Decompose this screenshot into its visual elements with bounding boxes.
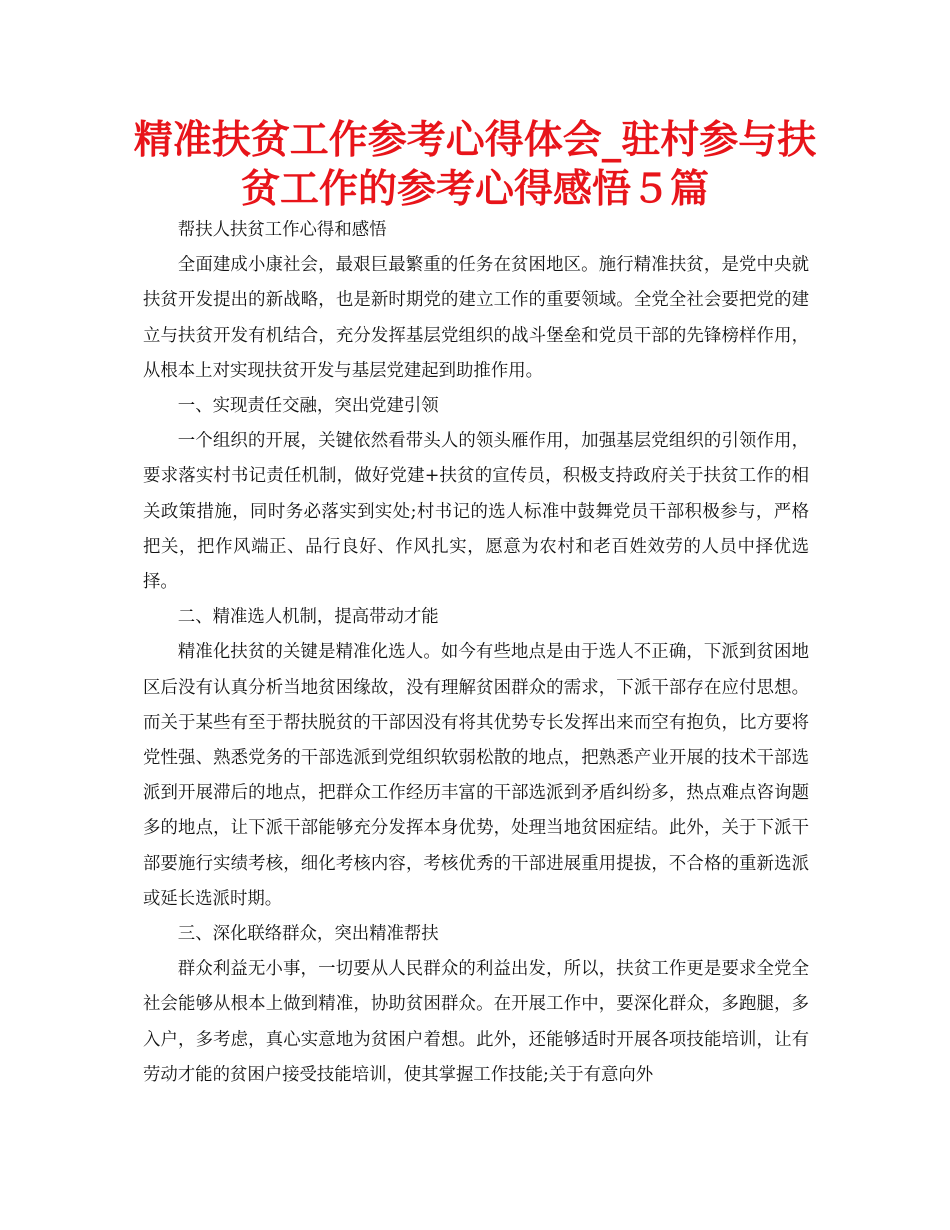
document-body: [143, 213, 809, 1093]
paragraph-subtitle: 帮扶人扶贫工作心得和感悟: [177, 220, 387, 240]
paragraph-section-2: 精准化扶贫的关键是精准化选人。如今有些地点是由于选人不正确，下派到贫困地区后没有认真分析当地贫困缘故，没有理解贫困群众的需求，下派干部存在应付思想。而关于某些有至于帮扶脱贫的干部因没有将其优势专长发挥出来而空有抱负，比方要将党性强、熟悉党务的干部选派到党组织软弱松散的地点，把熟悉产业开展的技术干部选派到开展滞后的地点，把群众工作经历丰富的干部选派到矛盾纠纷多，热点难点咨询题多的地点，让下派干部能够充分发挥本身优势，处理当地贫困症结。此外，关于下派干部要施行实绩考核，细化考核内容，考核优秀的干部进展重用提拔，不合格的重新选派或延长选派时期。: [143, 642, 809, 909]
section-heading-3: 三、深化联络群众，突出精准帮扶: [177, 924, 439, 945]
paragraph-section-3: 群众利益无小事，一切要从人民群众的利益出发，所以，扶贫工作更是要求全党全社会能够从根本上做到精准，协助贫困群众。在开展工作中，要深化群众，多跑腿，多入户，多考虑，真心实意地为贫困户着想。此外，还能够适时开展各项技能培训，让有劳动才能的贫困户接受技能培训，使其掌握工作技能;关于有意向外: [143, 959, 809, 1085]
section-heading-2: 二、精准选人机制，提高带动才能: [177, 607, 439, 628]
document-title: 精准扶贫工作参考心得体会_驻村参与扶贫工作的参考心得感悟５篇: [133, 118, 817, 212]
paragraph-intro: 全面建成小康社会，最艰巨最繁重的任务在贫困地区。施行精准扶贫，是党中央就扶贫开发提出的新战略，也是新时期党的建立工作的重要领域。全党全社会要把党的建立与扶贫开发有机结合，充分发挥基层党组织的战斗堡垒和党员干部的先锋榜样作用，从根本上对实现扶贫开发与基层党建起到助推作用。: [143, 255, 809, 381]
paragraph-section-1: 一个组织的开展，关键依然看带头人的领头雁作用，加强基层党组织的引领作用，要求落实村书记责任机制，做好党建+扶贫的宣传员，积极支持政府关于扶贫工作的相关政策措施，同时务必落实到实处;村书记的选人标准中鼓舞党员干部积极参与，严格把关，把作风端正、品行良好、作风扎实，愿意为农村和老百姓效劳的人员中择优选择。: [143, 431, 809, 593]
section-heading-1: 一、实现责任交融，突出党建引领: [177, 396, 439, 417]
